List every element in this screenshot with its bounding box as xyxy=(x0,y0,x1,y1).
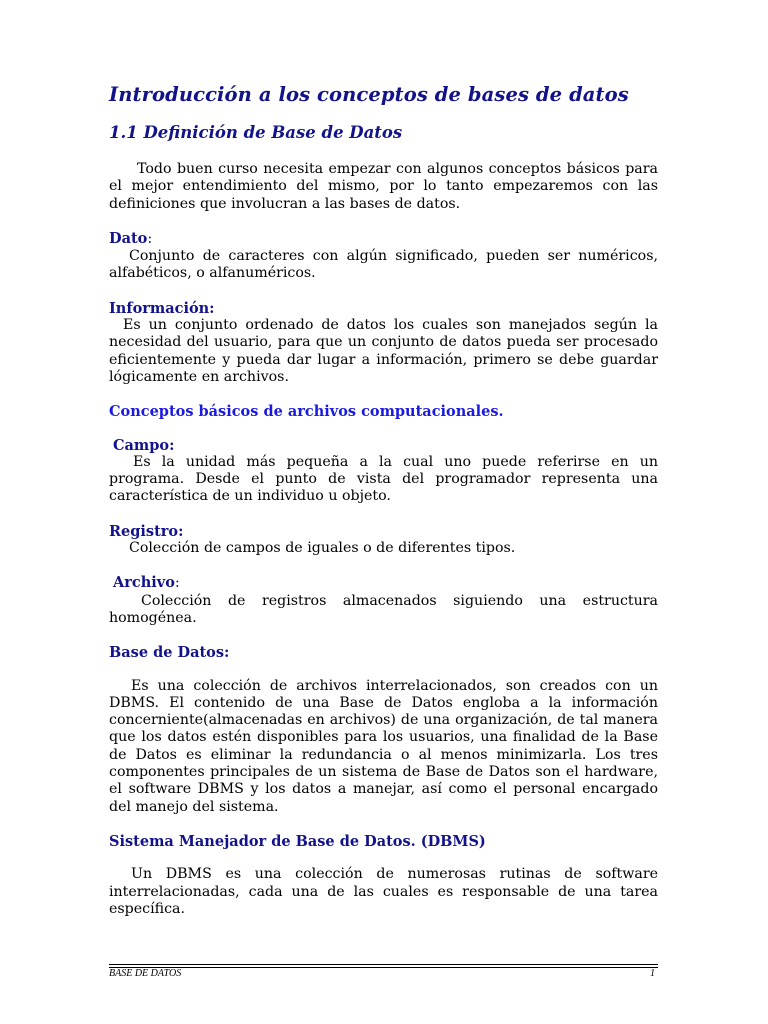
campo-block xyxy=(109,437,658,506)
footer-title: BASE DE DATOS xyxy=(109,968,182,979)
campo-definition: Es la unidad más pequeña a la cual uno puede referirse en un programa. Desde el punto de vista del programador representa una característica de un individuo u objeto. xyxy=(109,453,658,505)
footer-divider-inner xyxy=(109,967,658,968)
archivo-block xyxy=(109,574,658,627)
document-page xyxy=(109,78,658,918)
dato-definition: Conjunto de caracteres con algún significado, pueden ser numéricos, alfabéticos, o alfanuméricos. xyxy=(109,248,658,282)
registro-block xyxy=(109,523,658,558)
dbms-term: Sistema Manejador de Base de Datos. (DBMS) xyxy=(109,832,486,850)
campo-term: Campo: xyxy=(113,436,175,454)
dbms-definition: Un DBMS es una colección de numerosas rutinas de software interrelacionadas, cada una de las cuales es responsable de una tarea específica. xyxy=(109,866,658,917)
base-datos-term: Base de Datos: xyxy=(109,644,230,662)
page-number: 1 xyxy=(650,968,655,979)
dato-term: Dato: xyxy=(109,229,153,247)
dato-block xyxy=(109,230,658,283)
archivo-definition: Colección de registros almacenados siguiendo una estructura homogénea. xyxy=(109,592,658,626)
footer-divider xyxy=(109,964,658,965)
intro-paragraph: Todo buen curso necesita empezar con algunos conceptos básicos para el mejor entendimiento del mismo, por lo tanto empezaremos con las definiciones que involucran a las bases de datos. xyxy=(109,161,658,212)
conceptos-heading: Conceptos básicos de archivos computacionales. xyxy=(109,403,504,421)
informacion-definition: Es un conjunto ordenado de datos los cuales son manejados según la necesidad del usuario, para que un conjunto de datos pueda ser procesado eficientemente y pueda dar lugar a información, primero se debe guardar lógicamente en archivos. xyxy=(109,317,658,385)
informacion-block xyxy=(109,300,658,386)
page-title: Introducción a los conceptos de bases de datos xyxy=(109,83,629,106)
informacion-term: Información: xyxy=(109,299,215,317)
registro-term: Registro: xyxy=(109,522,184,540)
registro-definition: Colección de campos de iguales o de diferentes tipos. xyxy=(129,540,516,557)
archivo-term: Archivo: xyxy=(113,574,180,592)
section-title: 1.1 Definición de Base de Datos xyxy=(109,123,403,142)
base-datos-definition: Es una colección de archivos interrelacionados, son creados con un DBMS. El contenido de una Base de Datos engloba a la información concerniente(almacenadas en archivos) de una organización, de tal manera que los datos estén disponibles para los usuarios, una finalidad de la Base de Datos es eliminar la redundancia o al menos minimizarla. Los tres componentes principales de un sistema de Base de Datos son el hardware, el software DBMS y los datos a manejar, así como el personal encargado del manejo del sistema. xyxy=(109,677,658,815)
